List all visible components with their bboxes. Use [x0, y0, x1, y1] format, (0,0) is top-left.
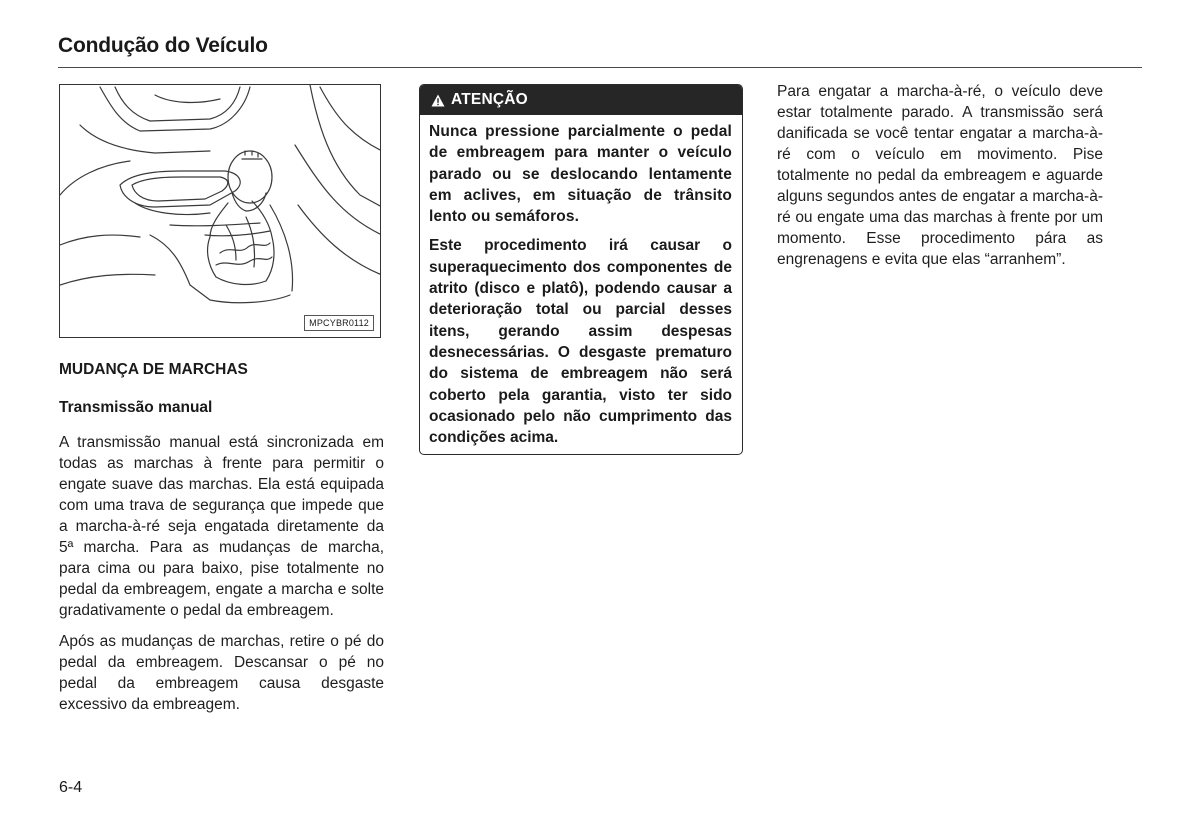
warning-body [420, 115, 742, 448]
warning-triangle-icon [431, 94, 445, 107]
gear-shift-illustration [59, 84, 381, 338]
section-heading: MUDANÇA DE MARCHAS [59, 361, 248, 378]
subsection-heading: Transmissão manual [59, 399, 213, 416]
left-column [59, 360, 384, 715]
right-column-paragraph: Para engatar a marcha-à-ré, o veículo deve estar totalmente parado. A transmissão será danificada se você tentar engatar a marcha-à-ré com o veículo em movimento. Pise totalmente no pedal da embreagem e aguarde alguns segundos antes de engatar a marcha-à-ré ou engate uma das marchas à frente por um momento. Esse procedimento pára as engrenagens e evita que elas “arranhem”. [777, 83, 1103, 268]
warning-box [419, 84, 743, 455]
page-title: Condução do Veículo [58, 34, 268, 57]
body-paragraph: A transmissão manual está sincronizada em todas as marchas à frente para permitir o engate suave das marchas. Ela está equipada com uma trava de segurança que impede que a marcha-à-ré seja engatada diretamente da 5ª marcha. Para as mudanças de marcha, para cima ou para baixo, pise totalmente no pedal da embreagem, engate a marcha e solte gradativamente o pedal da embreagem. [59, 434, 384, 619]
page-number: 6-4 [59, 779, 83, 796]
warning-title: ATENÇÃO [451, 91, 528, 108]
warning-paragraph: Nunca pressione parcialmente o pedal de embreagem para manter o veículo parado ou se deslocando lentamente em aclives, em situação de trânsito lento ou semáforos. [429, 123, 732, 226]
header-divider [58, 67, 1142, 68]
gear-shift-drawing [60, 85, 381, 338]
warning-paragraph: Este procedimento irá causar o superaquecimento dos componentes de atrito (disco e platô), podendo causar a deterioração total ou parcial desses itens, gerando assim despesas desnecessárias. O desgaste prematuro do sistema de embreagem não será coberto pela garantia, visto ter sido ocasionado pelo não cumprimento das condições acima. [429, 237, 732, 447]
figure-code-label: MPCYBR0112 [304, 315, 374, 331]
warning-header [420, 85, 742, 115]
body-paragraph: Após as mudanças de marchas, retire o pé do pedal da embreagem. Descansar o pé no pedal da embreagem causa desgaste excessivo da embreagem. [59, 633, 384, 713]
